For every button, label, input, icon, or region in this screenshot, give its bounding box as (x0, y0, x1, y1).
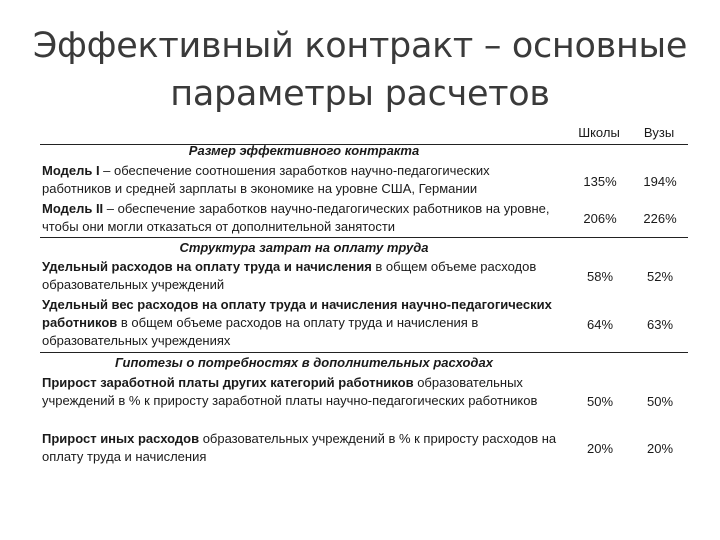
table-row-text (42, 258, 562, 294)
value-universities: 63% (646, 317, 674, 332)
slide-title (0, 22, 720, 118)
slide-title-line-1: Эффективный контракт – основные (32, 26, 688, 66)
row-bold-label: Модель I (42, 163, 100, 178)
value-universities: 20% (646, 441, 674, 456)
row-description: в общем объеме расходов образовательных учреждений (42, 259, 537, 292)
row-description: – обеспечение соотношения заработков научно-педагогических работников и средней зарплаты в экономике на уровне США, Германии (42, 163, 490, 196)
value-schools: 64% (586, 317, 614, 332)
column-header-universities: Вузы (643, 125, 675, 140)
slide-title-line-2: параметры расчетов (170, 74, 550, 114)
section-heading: Размер эффективного контракта (188, 143, 420, 158)
section-heading: Гипотезы о потребностях в дополнительных расходах (115, 355, 493, 370)
value-universities: 52% (646, 269, 674, 284)
column-header-schools: Школы (578, 125, 620, 140)
row-bold-label: Прирост иных расходов (42, 431, 200, 446)
section-heading: Структура затрат на оплату труда (179, 240, 429, 255)
table-row-text (42, 430, 562, 466)
row-bold-label: Удельный расходов на оплату труда и начисления (42, 259, 372, 274)
row-description: образовательных учреждений в % к приросту заработной платы научно-педагогических работников (42, 375, 538, 408)
value-schools: 206% (583, 211, 617, 226)
table-row-text (42, 162, 562, 198)
table-row-text (42, 296, 562, 350)
value-universities: 226% (643, 211, 677, 226)
value-schools: 50% (586, 394, 614, 409)
row-bold-label: Удельный вес расходов на оплату труда и начисления научно-педагогических работников (42, 297, 552, 330)
table-rule (40, 352, 688, 353)
table-rule (40, 237, 688, 238)
table-row-text (42, 374, 562, 410)
row-bold-label: Модель II (42, 201, 104, 216)
row-description: образовательных учреждений в % к приросту расходов на оплату труда и начисления (42, 431, 557, 464)
row-description: в общем объеме расходов на оплату труда и начисления в образовательных учреждениях (42, 315, 479, 348)
row-bold-label: Прирост заработной платы других категорий работников (42, 375, 414, 390)
value-schools: 58% (586, 269, 614, 284)
table-row-text (42, 200, 562, 236)
value-schools: 135% (583, 174, 617, 189)
row-description: – обеспечение заработков научно-педагогических работников на уровне, чтобы они могли отказаться от дополнительной занятости (42, 201, 550, 234)
value-schools: 20% (586, 441, 614, 456)
value-universities: 50% (646, 394, 674, 409)
value-universities: 194% (643, 174, 677, 189)
